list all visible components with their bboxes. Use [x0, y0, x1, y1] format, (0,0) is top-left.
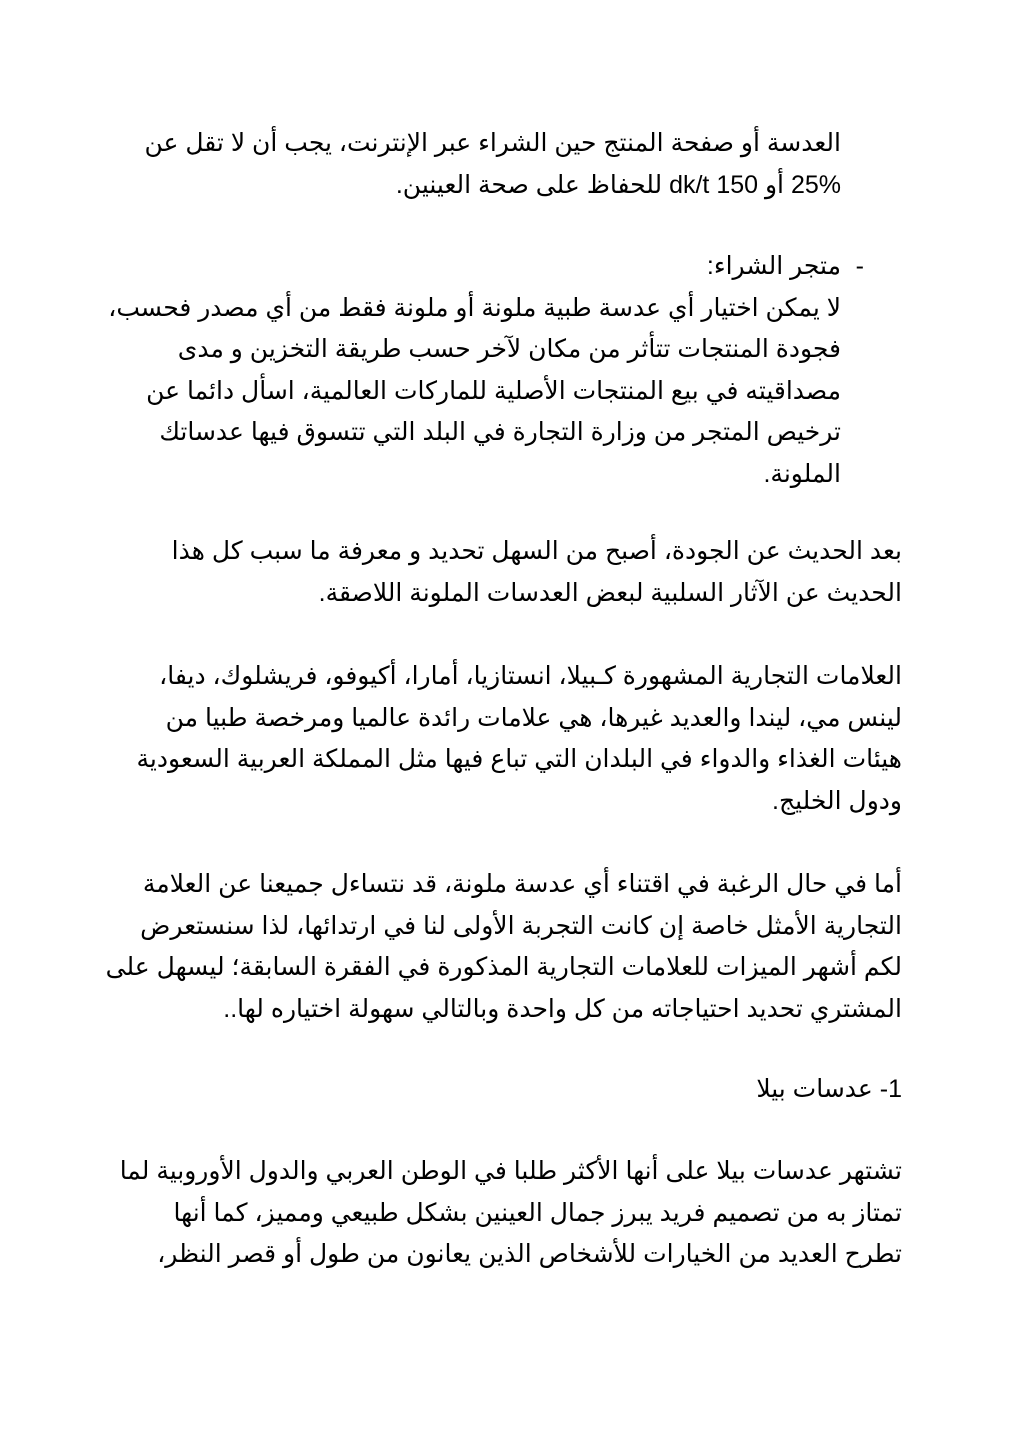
choice-paragraph: [106, 864, 902, 1030]
paragraph-line: التجارية الأمثل خاصة إن كانت التجربة الأولى لنا في ارتدائها، لذا سنستعرض: [140, 911, 902, 940]
bella-heading: [756, 1069, 902, 1111]
store-heading-line: [108, 246, 864, 288]
paragraph-line: هيئات الغذاء والدواء في البلدان التي تباع فيها مثل المملكة العربية السعودية: [136, 745, 902, 773]
paragraph-line: ودول الخليج.: [772, 786, 902, 815]
paragraph-line: تمتاز به من تصميم فريد يبرز جمال العينين بشكل طبيعي ومميز، كما أنها: [173, 1198, 902, 1227]
section-heading: 1- عدسات بيلا: [756, 1075, 902, 1103]
paragraph-line: العلامات التجارية المشهورة كـبيلا، انستازيا، أمارا، أكيوفو، فريشلوك، ديفا،: [159, 662, 902, 690]
paragraph-line: لكم أشهر الميزات للعلامات التجارية المذكورة في الفقرة السابقة؛ ليسهل على: [105, 953, 902, 981]
paragraph-line: فجودة المنتجات تتأثر من مكان لآخر حسب طريقة التخزين و مدى: [177, 335, 841, 363]
paragraph-line: الحديث عن الآثار السلبية لبعض العدسات الملونة اللاصقة.: [318, 578, 902, 607]
paragraph-line: 25% أو dk/t 150 للحفاظ على صحة العينين.: [395, 170, 841, 199]
paragraph-line: لا يمكن اختيار أي عدسة طبية ملونة أو ملونة فقط من أي مصدر فحسب،: [108, 293, 841, 322]
paragraph-line: مصداقيته في بيع المنتجات الأصلية للماركات العالمية، اسأل دائما عن: [146, 376, 841, 405]
intro-paragraph: [144, 123, 841, 206]
store-section: [108, 246, 864, 495]
store-heading: متجر الشراء:: [706, 252, 841, 280]
brands-paragraph: [136, 656, 902, 822]
list-bullet: -: [855, 252, 864, 280]
paragraph-line: بعد الحديث عن الجودة، أصبح من السهل تحديد و معرفة ما سبب كل هذا: [171, 537, 902, 565]
paragraph-line: تطرح العديد من الخيارات للأشخاص الذين يعانون من طول أو قصر النظر،: [157, 1240, 902, 1268]
paragraph-line: المشتري تحديد احتياجاته من كل واحدة وبالتالي سهولة اختياره لها..: [223, 994, 902, 1023]
paragraph-line: أما في حال الرغبة في اقتناء أي عدسة ملونة، قد نتساءل جميعنا عن العلامة: [142, 870, 902, 898]
quality-paragraph: [172, 531, 902, 614]
paragraph-line: لينس مي، ليندا والعديد غيرها، هي علامات رائدة عالميا ومرخصة طبيا من: [165, 703, 902, 732]
paragraph-line: ترخيص المتجر من وزارة التجارة في البلد التي تتسوق فيها عدساتك: [159, 418, 841, 446]
paragraph-line: العدسة أو صفحة المنتج حين الشراء عبر الإنترنت، يجب أن لا تقل عن: [144, 129, 841, 157]
paragraph-line: تشتهر عدسات بيلا على أنها الأكثر طلبا في الوطن العربي والدول الأوروبية لما: [119, 1157, 902, 1185]
paragraph-line: الملونة.: [763, 459, 841, 488]
bella-paragraph: [120, 1151, 902, 1276]
